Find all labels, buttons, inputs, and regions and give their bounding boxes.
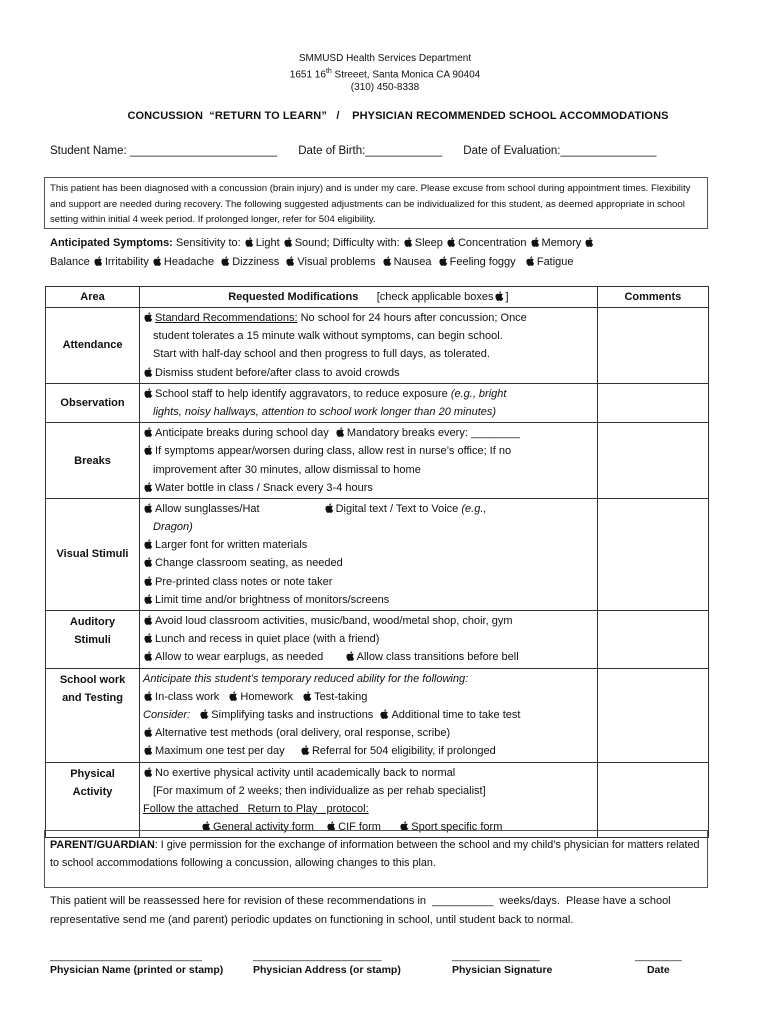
apple-icon[interactable] bbox=[284, 234, 293, 253]
apple-icon[interactable] bbox=[144, 764, 153, 782]
apple-icon[interactable] bbox=[325, 500, 334, 518]
modifications-table bbox=[45, 286, 709, 838]
table-row bbox=[46, 423, 709, 499]
apple-icon[interactable] bbox=[286, 253, 295, 272]
apple-icon[interactable] bbox=[303, 688, 312, 706]
table-row bbox=[46, 308, 709, 384]
difficulty-label: Difficulty with: bbox=[332, 237, 400, 249]
apple-icon[interactable] bbox=[144, 479, 153, 497]
apple-icon[interactable] bbox=[153, 253, 162, 272]
observation-modifications: School staff to help identify aggravators, to reduce exposure (e.g., bright lights, noisy hallways, attention to school work longer than 20 minutes) bbox=[140, 383, 598, 422]
apple-icon[interactable] bbox=[144, 500, 153, 518]
table-row bbox=[46, 668, 709, 762]
apple-icon[interactable] bbox=[221, 253, 230, 272]
apple-icon[interactable] bbox=[336, 424, 345, 442]
symptom-dizziness: Dizziness bbox=[232, 256, 280, 268]
area-school-work: School work and Testing bbox=[46, 668, 140, 762]
apple-icon[interactable] bbox=[245, 234, 254, 253]
area-breaks: Breaks bbox=[46, 423, 140, 499]
apple-icon[interactable] bbox=[447, 234, 456, 253]
physician-name-block[interactable]: __________________________ Physician Name (printed or stamp) bbox=[50, 950, 224, 976]
symptom-sound: Sound; bbox=[294, 237, 330, 249]
parent-label: PARENT/GUARDIAN bbox=[50, 839, 155, 851]
apple-icon[interactable] bbox=[144, 424, 153, 442]
reassessment-text: This patient will be reassessed here for revision of these recommendations in __________ weeks/days. Please have a school representative send me (and parent) periodic updates on functioning in school, until student back to normal. bbox=[50, 895, 674, 926]
apple-icon[interactable] bbox=[383, 253, 392, 272]
attendance-modifications: Standard Recommendations: No school for 24 hours after concussion; Once student tolerates a 15 minute walk without symptoms, can begin school. Start with half-day school and then progress to full days, as tolerated. Dismiss student before/after class to avoid crowds bbox=[140, 308, 598, 384]
physical-modifications: No exertive physical activity until academically back to normal [For maximum of 2 weeks; then individualize as per rehab specialist] Follow the attached Return to Play protocol: General activity form CIF form Sport specific form bbox=[140, 762, 598, 838]
symptom-concentration: Concentration bbox=[457, 237, 527, 249]
column-comments: Comments bbox=[597, 287, 708, 308]
comments-cell[interactable] bbox=[597, 762, 708, 838]
apple-icon[interactable] bbox=[144, 648, 153, 666]
date-block[interactable]: ________ Date bbox=[635, 950, 682, 976]
table-header-row bbox=[46, 287, 709, 308]
signature-row bbox=[50, 950, 730, 980]
symptom-foggy: Feeling foggy bbox=[449, 256, 516, 268]
symptom-irritability: Irritability bbox=[104, 256, 149, 268]
symptom-sleep: Sleep bbox=[414, 237, 443, 249]
apple-icon[interactable] bbox=[144, 364, 153, 382]
apple-icon[interactable] bbox=[144, 724, 153, 742]
symptoms-label: Anticipated Symptoms: bbox=[50, 237, 173, 249]
school-modifications: Anticipate this student’s temporary reduced ability for the following: In-class work Homework Test-taking Consider: Simplifying tasks and instructions Additional time to take test Alternative test methods (oral delivery, oral response, scribe) Maximum one test per day Referral for 504 eligibility, if prolonged bbox=[140, 668, 598, 762]
apple-icon[interactable] bbox=[144, 442, 153, 460]
department-name: SMMUSD Health Services Department bbox=[298, 53, 472, 64]
student-fields bbox=[50, 145, 674, 157]
department-phone: (310) 450-8338 bbox=[350, 82, 420, 94]
comments-cell[interactable] bbox=[597, 383, 708, 422]
comments-cell[interactable] bbox=[597, 498, 708, 610]
apple-icon[interactable] bbox=[94, 253, 103, 272]
apple-icon[interactable] bbox=[144, 591, 153, 609]
apple-icon[interactable] bbox=[301, 742, 310, 760]
comments-cell[interactable] bbox=[597, 308, 708, 384]
apple-icon[interactable] bbox=[526, 253, 535, 272]
apple-icon[interactable] bbox=[346, 648, 355, 666]
area-observation: Observation bbox=[46, 383, 140, 422]
apple-icon[interactable] bbox=[439, 253, 448, 272]
symptoms-section bbox=[50, 234, 730, 272]
apple-icon[interactable] bbox=[144, 573, 153, 591]
physician-signature-block[interactable]: _______________ Physician Signature bbox=[452, 950, 553, 976]
auditory-modifications: Avoid loud classroom activities, music/band, wood/metal shop, choir, gym Lunch and recess in quiet place (with a friend) Allow to wear earplugs, as needed Allow class transitions before bell bbox=[140, 611, 598, 669]
apple-icon[interactable] bbox=[144, 688, 153, 706]
apple-icon[interactable] bbox=[531, 234, 540, 253]
table-row bbox=[46, 498, 709, 610]
apple-icon[interactable] bbox=[404, 234, 413, 253]
apple-icon[interactable] bbox=[144, 742, 153, 760]
department-address: 1651 16th Streeet, Santa Monica CA 90404 bbox=[289, 68, 481, 81]
apple-icon[interactable] bbox=[144, 385, 153, 403]
apple-icon[interactable] bbox=[144, 630, 153, 648]
apple-icon bbox=[495, 291, 504, 303]
intro-box: This patient has been diagnosed with a concussion (brain injury) and is under my care. Please excuse from school during appointment times. Flexibility and support are needed during recovery. The following suggested adjustments can be individualized for this student, as deemed appropriate in school setting within initial 4 week period. If prolonged longer, refer for 504 eligibility. bbox=[44, 177, 708, 229]
apple-icon[interactable] bbox=[585, 234, 594, 253]
physician-address-block[interactable]: ______________________ Physician Address (or stamp) bbox=[253, 950, 401, 976]
evaluation-date-field[interactable]: Date of Evaluation:_______________ bbox=[463, 145, 657, 157]
symptom-visual: Visual problems bbox=[297, 256, 376, 268]
department-header bbox=[0, 52, 770, 94]
comments-cell[interactable] bbox=[597, 423, 708, 499]
parent-consent-box bbox=[44, 830, 708, 888]
table-row bbox=[46, 611, 709, 669]
apple-icon[interactable] bbox=[380, 706, 389, 724]
breaks-modifications: Anticipate breaks during school day Mandatory breaks every: ________ If symptoms appear/worsen during class, allow rest in nurse’s office; If no improvement after 30 minutes, allow dismissal to home Water bottle in class / Snack every 3-4 hours bbox=[140, 423, 598, 499]
area-physical-activity: Physical Activity bbox=[46, 762, 140, 838]
apple-icon[interactable] bbox=[144, 309, 153, 327]
table-row bbox=[46, 762, 709, 838]
column-modifications: Requested Modifications [check applicable boxes ] bbox=[140, 287, 598, 308]
comments-cell[interactable] bbox=[597, 611, 708, 669]
apple-icon[interactable] bbox=[200, 706, 209, 724]
apple-icon[interactable] bbox=[144, 612, 153, 630]
parent-consent-text: : I give permission for the exchange of information between the school and my child’s physician for matters related to school accommodations following a concussion, allowing changes to this plan. bbox=[50, 839, 700, 869]
form-title: CONCUSSION “RETURN TO LEARN” / PHYSICIAN RECOMMENDED SCHOOL ACCOMMODATIONS bbox=[127, 110, 669, 122]
symptom-headache: Headache bbox=[163, 256, 215, 268]
column-area: Area bbox=[46, 287, 140, 308]
area-visual-stimuli: Visual Stimuli bbox=[46, 498, 140, 610]
table-row bbox=[46, 383, 709, 422]
sensitivity-label: Sensitivity to: bbox=[175, 237, 241, 249]
visual-modifications: Allow sunglasses/Hat Digital text / Text to Voice (e.g., Dragon) Larger font for written materials Change classroom seating, as needed Pre-printed class notes or note taker Limit time and/or brightness of monitors/screens bbox=[140, 498, 598, 610]
symptom-nausea: Nausea bbox=[393, 256, 432, 268]
area-auditory-stimuli: Auditory Stimuli bbox=[46, 611, 140, 669]
area-attendance: Attendance bbox=[46, 308, 140, 384]
student-name-field[interactable]: Student Name: _______________________ bbox=[50, 145, 278, 157]
symptom-light: Light bbox=[255, 237, 280, 249]
comments-cell[interactable] bbox=[597, 668, 708, 762]
dob-field[interactable]: Date of Birth:____________ bbox=[298, 145, 443, 157]
apple-icon[interactable] bbox=[144, 536, 153, 554]
symptom-fatigue: Fatigue bbox=[536, 256, 574, 268]
symptom-balance: Balance bbox=[50, 256, 90, 268]
apple-icon[interactable] bbox=[144, 554, 153, 572]
symptom-memory: Memory bbox=[541, 237, 582, 249]
apple-icon[interactable] bbox=[229, 688, 238, 706]
